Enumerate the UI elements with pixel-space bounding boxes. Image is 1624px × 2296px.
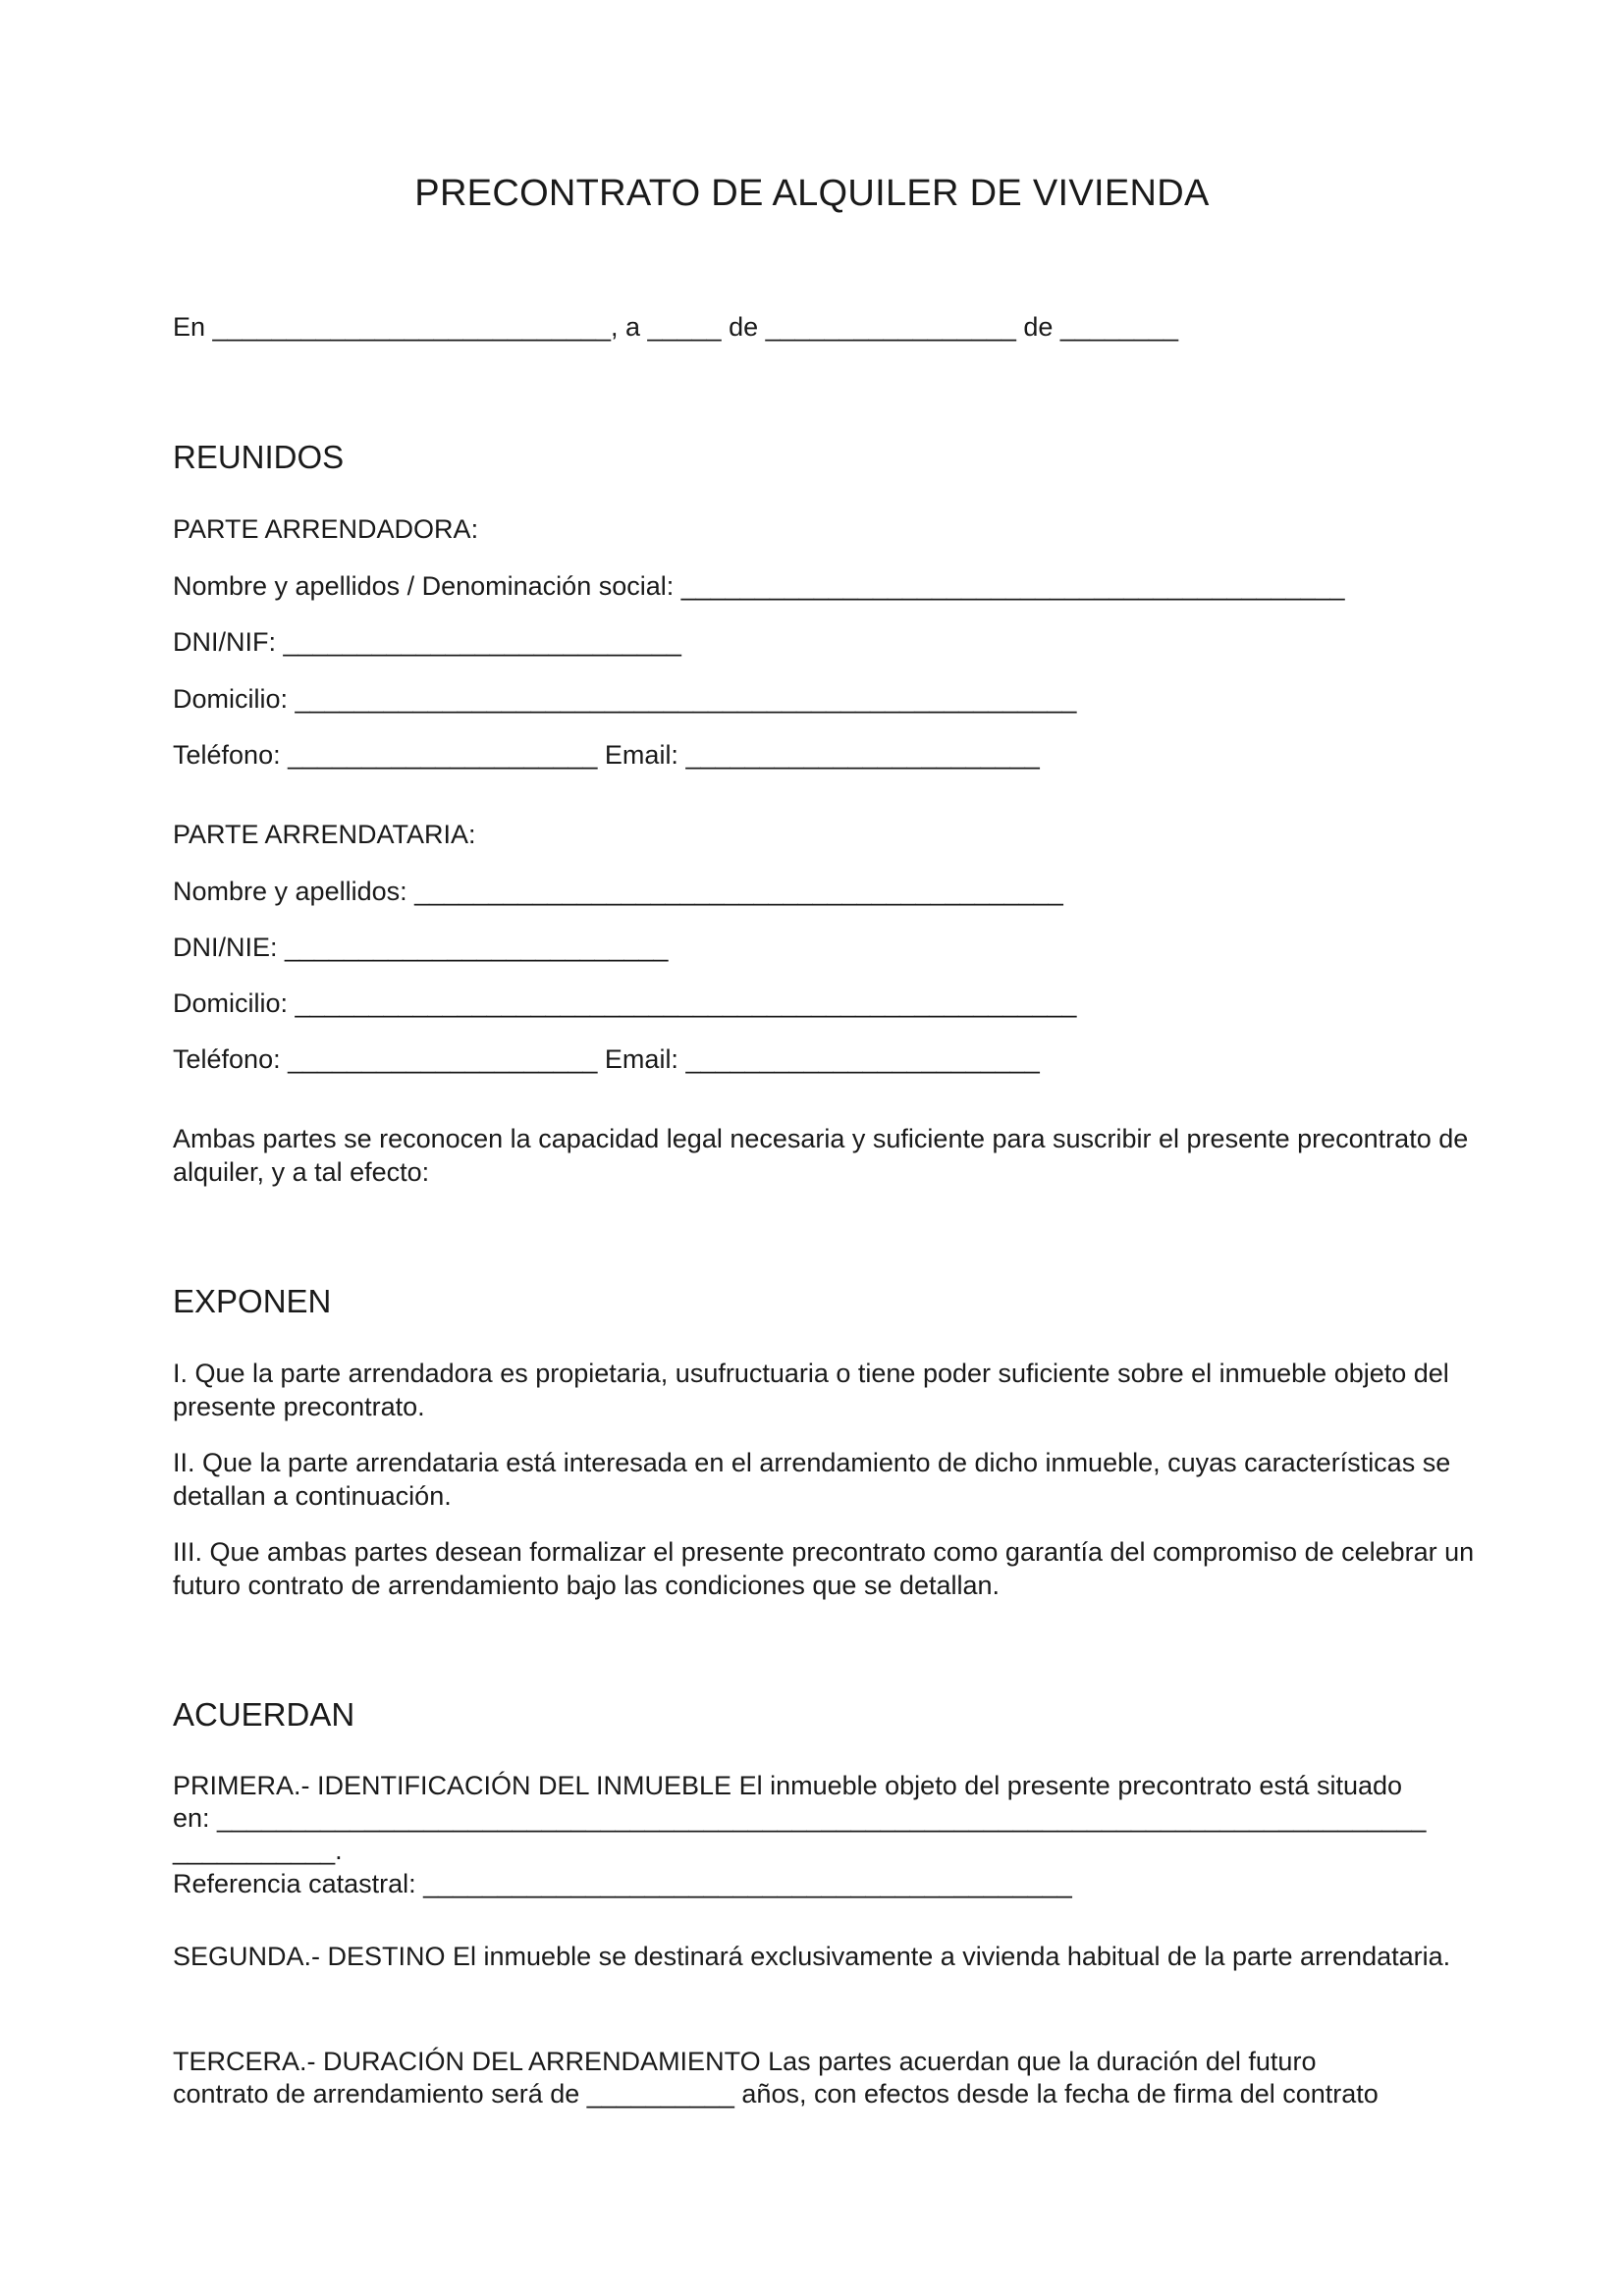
place-date-line: En ___________________________, a _____ de _________________ de ________ xyxy=(173,312,1179,342)
arrendataria-domicilio-field: Domicilio: _____________________________________________________ xyxy=(173,988,1077,1018)
clause-primera-catastral-field: Referencia catastral: ____________________________________________ xyxy=(173,1869,1072,1898)
arrendataria-contact-field: Teléfono: _____________________ Email: ________________________ xyxy=(173,1044,1040,1074)
exponen-item: III. Que ambas partes desean formalizar el presente precontrato como garantía del compromiso de celebrar un futuro contrato de arrendamiento bajo las condiciones que se detallan. xyxy=(173,1537,1475,1600)
section-heading-acuerdan: ACUERDAN xyxy=(173,1696,355,1733)
arrendadora-contact-field: Teléfono: _____________________ Email: ________________________ xyxy=(173,740,1040,770)
arrendadora-label: PARTE ARRENDADORA: xyxy=(173,514,479,544)
section-heading-exponen: EXPONEN xyxy=(173,1283,332,1319)
exponen-item: II. Que la parte arrendataria está interesada en el arrendamiento de dicho inmueble, cuyas características se detallan a continuación. xyxy=(173,1448,1451,1511)
arrendataria-dni-field: DNI/NIE: __________________________ xyxy=(173,933,669,962)
clause-primera-address-field-cont: ___________. xyxy=(173,1836,343,1865)
arrendataria-label: PARTE ARRENDATARIA: xyxy=(173,820,476,849)
arrendadora-name-field: Nombre y apellidos / Denominación social: _____________________________________________ xyxy=(173,571,1345,601)
reunidos-closing-paragraph: Ambas partes se reconocen la capacidad legal necesaria y suficiente para suscribir el presente precontrato de alquiler, y a tal efecto: xyxy=(173,1124,1469,1187)
clause-tercera-line: TERCERA.- DURACIÓN DEL ARRENDAMIENTO Las partes acuerdan que la duración del futuro xyxy=(173,2047,1317,2076)
clause-segunda: SEGUNDA.- DESTINO El inmueble se destinará exclusivamente a vivienda habitual de la parte arrendataria. xyxy=(173,1942,1451,1971)
section-heading-reunidos: REUNIDOS xyxy=(173,439,345,475)
arrendadora-domicilio-field: Domicilio: _____________________________________________________ xyxy=(173,684,1077,714)
clause-primera-line: PRIMERA.- IDENTIFICACIÓN DEL INMUEBLE El inmueble objeto del presente precontrato está situado xyxy=(173,1771,1403,1800)
arrendataria-name-field: Nombre y apellidos: ____________________________________________ xyxy=(173,877,1063,906)
arrendadora-dni-field: DNI/NIF: ___________________________ xyxy=(173,627,681,657)
exponen-item: I. Que la parte arrendadora es propietaria, usufructuaria o tiene poder suficiente sobre el inmueble objeto del presente precontrato. xyxy=(173,1359,1449,1421)
clause-tercera-duration-field: contrato de arrendamiento será de __________ años, con efectos desde la fecha de firma del contrato xyxy=(173,2079,1379,2109)
document-title: PRECONTRATO DE ALQUILER DE VIVIENDA xyxy=(414,173,1210,214)
clause-primera-address-field: en: __________________________________________________________________________________ xyxy=(173,1803,1427,1833)
